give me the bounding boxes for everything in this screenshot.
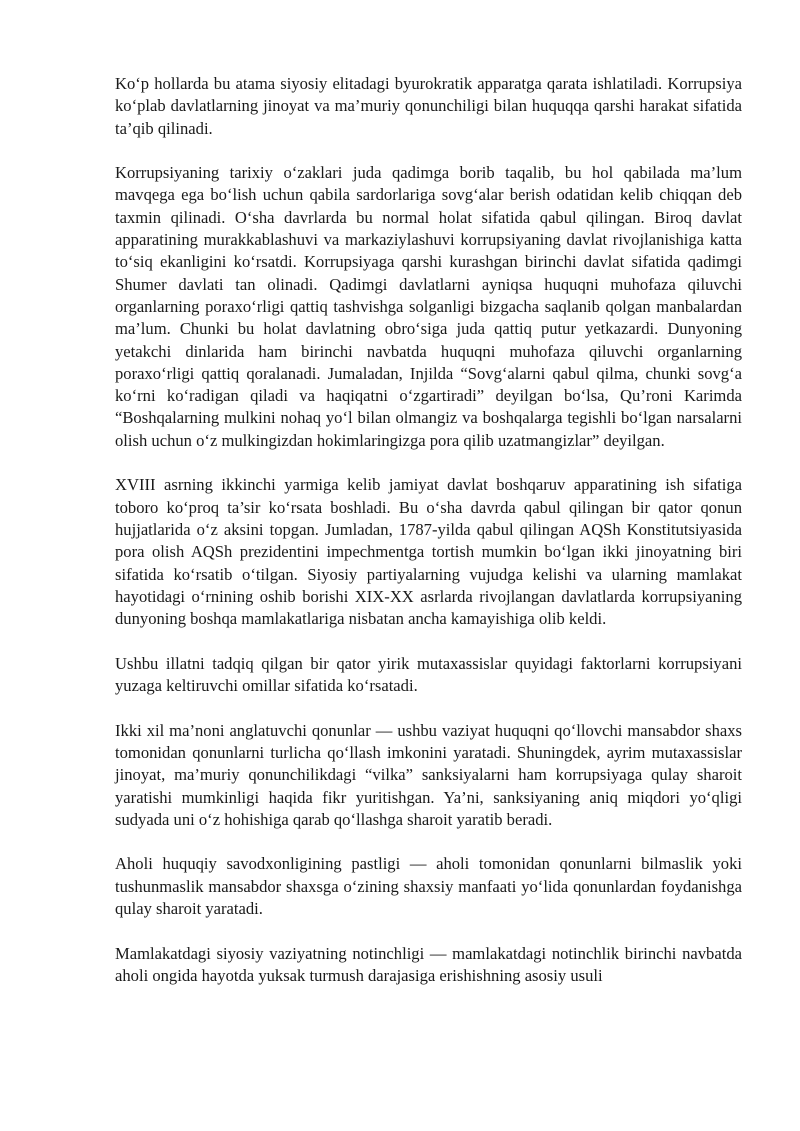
paragraph-legal-literacy: Aholi huquqiy savodxonligining pastligi — aholi tomonidan qonunlarni bilmaslik yoki tushunmaslik mansabdor shaxsga o‘zining shaxsiy manfaati yo‘lida qonunlardan foydanishga qulay sharoit yaratadi.: [115, 854, 742, 918]
paragraph-bureaucracy: Ko‘p hollarda bu atama siyosiy elitadagi byurokratik apparatga qarata ishlatiladi. Korrupsiya ko‘plab davlatlarning jinoyat va ma’muriy qonunchiligi bilan huquqqa qarshi harakat sifatida ta’qib qilinadi.: [115, 74, 742, 138]
paragraph-political-instability: Mamlakatdagi siyosiy vaziyatning notinchligi — mamlakatdagi notinchlik birinchi navbatda aholi ongida hayotda yuksak turmush darajasiga erishishning asosiy usuli: [115, 943, 742, 985]
paragraph-history: Korrupsiyaning tarixiy o‘zaklari juda qadimga borib taqalib, bu hol qabilada ma’lum mavqega ega bo‘lish uchun qabila sardorlariga sovg‘alar berish odatidan kelib chiqqan deb taxmin qilinadi. O‘sha davrlarda bu normal holat sifatida qabul qilingan. Biroq davlat apparatining murakkablashuvi va markaziylashuvi korrupsiyaning davlat rivojlanishiga katta to‘siq ekanligini ko‘rsatdi. Korrupsiyaga qarshi kurashgan birinchi davlat sifatida qadimgi Shumer davlati tan olinadi. Qadimgi davlatlarni ayniqsa huquqni muhofaza qiluvchi organlarning poraxo‘rligi qattiq tashvishga solganligi bizgacha saqlanib qolgan manbalardan ma’lum. Chunki bu holat davlatning obro‘siga juda qattiq putur yetkazardi. Dunyoning yetakchi dinlarida ham birinchi navbatda huquqni muhofaza qiluvchi organlarning poraxo‘rligi qattiq qoralanadi. Jumaladan, Injilda “Sovg‘alarni qabul qilma, chunki sovg‘a ko‘rni ko‘radigan qiladi va haqiqatni o‘zgartiradi” deyilgan bo‘lsa, Qu’roni Karimda “Boshqalarning mulkini nohaq yo‘l bilan olmangiz va boshqalarga tegishli bo‘lgan narsalarni olish uchun o‘z mulkingizdan hokimlaringizga pora qilib uzatmangizlar” deyilgan.: [115, 163, 742, 450]
paragraph-ambiguous-laws: Ikki xil ma’noni anglatuvchi qonunlar — ushbu vaziyat huquqni qo‘llovchi mansabdor shaxs tomonidan qonunlarni turlicha qo‘llash imkonini yaratadi. Shuningdek, ayrim mutaxassislar jinoyat, ma’muriy qonunchilikdagi “vilka” sanksiyalarni ham korrupsiyaga qulay sharoit yaratishi mumkinligi haqida fikr yuritishgan. Ya’ni, sanksiyaning aniq miqdori yo‘qligi sudyada uni o‘z hohishiga qarab qo‘llashga sharoit yaratib beradi.: [115, 720, 742, 829]
document-page: [115, 73, 742, 987]
paragraph-factors-intro: Ushbu illatni tadqiq qilgan bir qator yirik mutaxassislar quyidagi faktorlarni korrupsiyani yuzaga keltiruvchi omillar sifatida ko‘rsatadi.: [115, 653, 742, 696]
paragraph-eighteenth-century: XVIII asrning ikkinchi yarmiga kelib jamiyat davlat boshqaruv apparatining ish sifatiga toboro ko‘proq ta’sir ko‘rsata boshladi. Bu o‘sha davrda qabul qilingan bir qator qonun hujjatlarida o‘z aksini topgan. Jumladan, 1787-yilda qabul qilingan AQSh Konstitutsiyasida pora olish AQSh prezidentini impechmentga tortish mumkin bo‘lgan ikki jinoyatning biri sifatida ko‘rsatib o‘tilgan. Siyosiy partiyalarning vujudga kelishi va ularning mamlakat hayotidagi o‘rnining oshib borishi XIX-XX asrlarda rivojlangan davlatlarda korrupsiyaning dunyoning boshqa mamlakatlariga nisbatan ancha kamayishiga olib keldi.: [115, 475, 742, 629]
